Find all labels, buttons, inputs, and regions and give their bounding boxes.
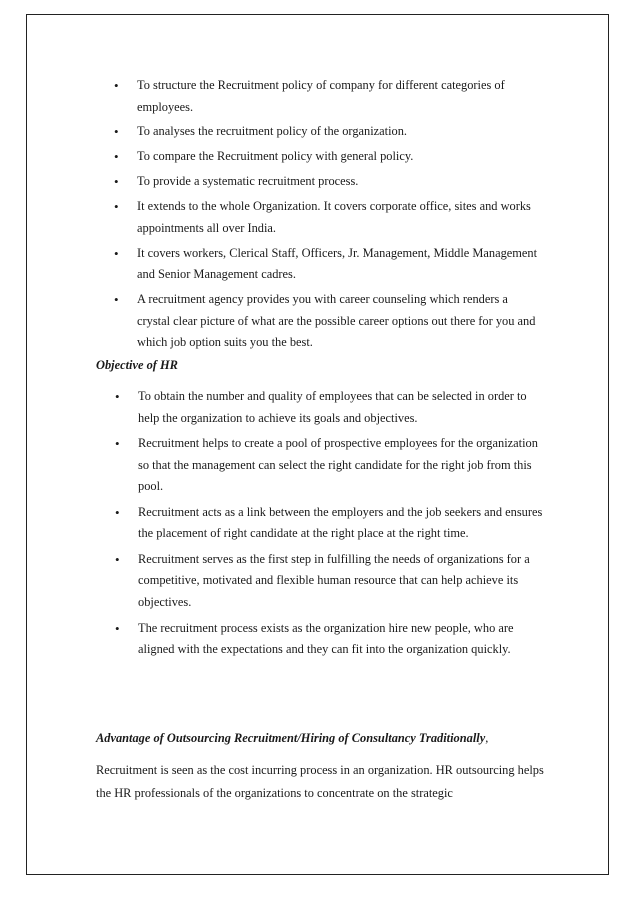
bullet-item: • To structure the Recruitment policy of company for different categories of employees. xyxy=(119,75,539,118)
recruitment-policy-bullet-list xyxy=(119,75,539,357)
objective-heading: Objective of HR xyxy=(96,358,178,372)
bullet-item: • Recruitment helps to create a pool of prospective employees for the organization so that the management can select the right candidate for the right job from this pool. xyxy=(120,433,548,498)
bullet-item: • To analyses the recruitment policy of the organization. xyxy=(119,121,539,143)
advantage-heading-suffix: , xyxy=(485,731,489,745)
advantage-paragraph: Recruitment is seen as the cost incurring process in an organization. HR outsourcing helps the HR professionals of the organizations to concentrate on the strategic xyxy=(96,763,544,800)
objective-bullet-list xyxy=(120,386,548,665)
bullet-item: • It covers workers, Clerical Staff, Officers, Jr. Management, Middle Management and Senior Management cadres. xyxy=(119,243,539,286)
bullet-item: • Recruitment acts as a link between the employers and the job seekers and ensures the placement of right candidate at the right place at the right time. xyxy=(120,502,548,545)
bullet-item: • To compare the Recruitment policy with general policy. xyxy=(119,146,539,168)
bullet-item: • Recruitment serves as the first step in fulfilling the needs of organizations for a competitive, motivated and flexible human resource that can help achieve its objectives. xyxy=(120,549,548,614)
bullet-item: • The recruitment process exists as the organization hire new people, who are aligned with the expectations and they can fit into the organization quickly. xyxy=(120,618,548,661)
bullet-item: • A recruitment agency provides you with career counseling which renders a crystal clear picture of what are the possible career options out there for you and which job option suits you the best. xyxy=(119,289,539,354)
bullet-item: • It extends to the whole Organization. It covers corporate office, sites and works appointments all over India. xyxy=(119,196,539,239)
bullet-item: • To provide a systematic recruitment process. xyxy=(119,171,539,193)
advantage-heading xyxy=(96,728,488,748)
bullet-item: • To obtain the number and quality of employees that can be selected in order to help the organization to achieve its goals and objectives. xyxy=(120,386,548,429)
advantage-heading-text: Advantage of Outsourcing Recruitment/Hiring of Consultancy Traditionally xyxy=(96,731,486,745)
